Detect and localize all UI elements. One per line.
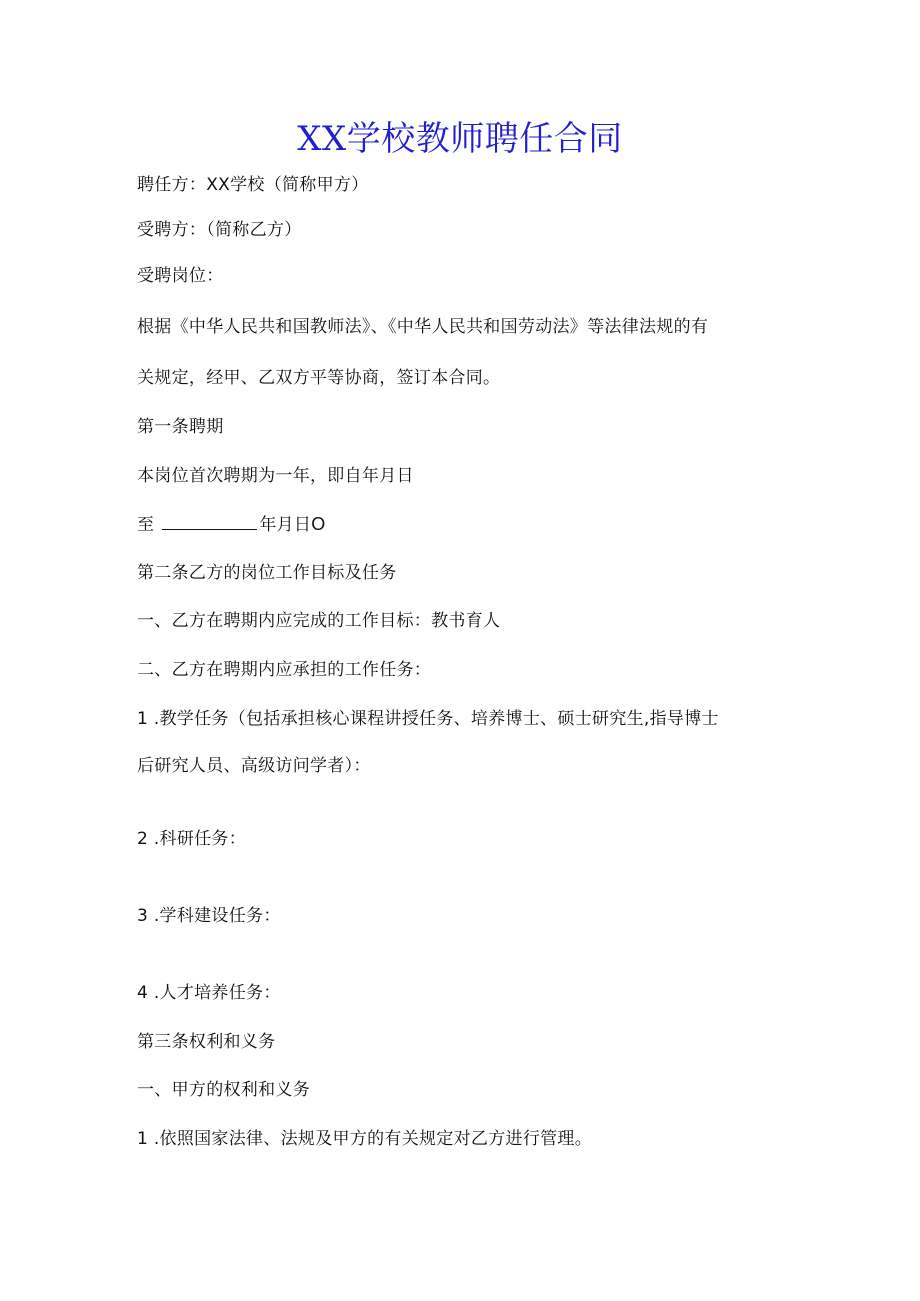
basis-line-1: 根据《中华人民共和国教师法》、《中华人民共和国劳动法》等法律法规的有 — [137, 317, 709, 337]
term-line-2-prefix: 至 — [137, 515, 155, 535]
term-line-1: 本岗位首次聘期为一年，即自年月日 — [137, 466, 414, 486]
party-a-line: 聘任方：XX学校（简称甲方） — [137, 175, 369, 195]
task-1-line-b: 后研究人员、高级访问学者）： — [137, 756, 371, 776]
article-3-heading: 第三条权利和义务 — [137, 1032, 276, 1052]
rights-header-line: 一、甲方的权利和义务 — [137, 1080, 310, 1100]
task-4-line: 4 .人才培养任务： — [137, 983, 281, 1003]
term-line-2-suffix: 年月日 — [259, 515, 312, 535]
task-2-line: 2 .科研任务： — [137, 829, 247, 849]
term-line-2-end: O — [311, 514, 326, 534]
goal-line: 一、乙方在聘期内应完成的工作目标：教书育人 — [137, 611, 501, 631]
task-3-line: 3 .学科建设任务： — [137, 906, 281, 926]
document-title: XX学校教师聘任合同 — [297, 119, 623, 159]
basis-line-2: 关规定，经甲、乙双方平等协商，签订本合同。 — [137, 368, 501, 388]
position-line: 受聘岗位： — [137, 266, 224, 286]
party-b-line: 受聘方：（简称乙方） — [137, 220, 302, 240]
task-1-line-a: 1 .教学任务（包括承担核心课程讲授任务、培养博士、硕士研究生,指导博士 — [137, 709, 719, 729]
article-1-heading: 第一条聘期 — [137, 417, 224, 437]
date-blank-underline — [162, 515, 257, 530]
article-2-heading: 第二条乙方的岗位工作目标及任务 — [137, 563, 397, 583]
right-1-line: 1 .依照国家法律、法规及甲方的有关规定对乙方进行管理。 — [137, 1129, 593, 1149]
tasks-header-line: 二、乙方在聘期内应承担的工作任务： — [137, 660, 432, 680]
term-line-2 — [137, 512, 326, 537]
